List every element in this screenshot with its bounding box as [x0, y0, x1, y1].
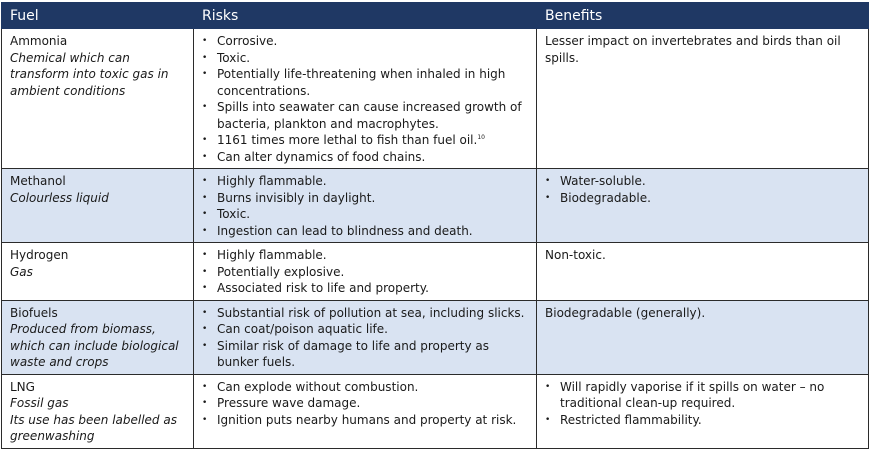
- risk-item: • Highly flammable.: [202, 173, 528, 190]
- risk-item: • Burns invisibly in daylight.: [202, 190, 528, 207]
- fuel-name: Ammonia: [10, 34, 68, 48]
- benefit-item: • Water-soluble.: [545, 173, 860, 190]
- fuel-name: Biofuels: [10, 305, 58, 320]
- risk-item: • Substantial risk of pollution at sea, including slicks.: [202, 305, 528, 322]
- fuel-description: Colourless liquid: [10, 190, 109, 205]
- header-row: [2, 3, 869, 29]
- benefits-list: [545, 379, 860, 429]
- fuel-description: Fossil gas: [10, 396, 69, 410]
- table-row-hydrogen: [2, 243, 869, 301]
- fuel-cell: [2, 29, 194, 169]
- header-benefits: Benefits: [537, 3, 869, 29]
- benefit-item: • Will rapidly vaporise if it spills on water – no traditional clean-up required.: [545, 379, 860, 412]
- risks-list: [202, 33, 528, 165]
- benefits-cell: [537, 243, 869, 301]
- risk-item: • Can coat/poison aquatic life.: [202, 321, 528, 338]
- risks-list: [202, 305, 528, 371]
- table-row-ammonia: [2, 29, 869, 169]
- fuel-cell: [2, 169, 194, 243]
- benefits-cell: [537, 169, 869, 243]
- risk-item: • Associated risk to life and property.: [202, 280, 528, 297]
- risks-cell: [194, 169, 537, 243]
- benefit-text: Non-toxic.: [545, 248, 606, 262]
- fuel-risks-benefits-table: [1, 2, 869, 449]
- table-row-methanol: [2, 169, 869, 243]
- benefit-item: • Restricted flammability.: [545, 412, 860, 429]
- risks-cell: [194, 29, 537, 169]
- risk-item: • Potentially explosive.: [202, 264, 528, 281]
- fuel-description: Produced from biomass, which can include biological waste and crops: [10, 322, 179, 369]
- risk-item: • Similar risk of damage to life and property as bunker fuels.: [202, 338, 528, 371]
- risk-item: • Corrosive.: [202, 33, 528, 50]
- fuel-name: Hydrogen: [10, 248, 69, 262]
- table-row-lng: [2, 374, 869, 448]
- fuel-description: Chemical which can transform into toxic gas in ambient conditions: [10, 50, 169, 98]
- risk-item: • Potentially life-threatening when inhaled in high concentrations.: [202, 66, 528, 99]
- benefits-list: [545, 173, 860, 206]
- fuel-description: Gas: [10, 264, 33, 279]
- benefits-cell: [537, 29, 869, 169]
- benefit-text: Biodegradable (generally).: [545, 305, 706, 320]
- benefit-text: Lesser impact on invertebrates and birds than oil spills.: [545, 34, 841, 65]
- fuel-name: LNG: [10, 379, 35, 394]
- risk-item: • Spills into seawater can cause increased growth of bacteria, plankton and macrophytes.: [202, 99, 528, 132]
- fuel-cell: [2, 374, 194, 448]
- risk-item: • Toxic.: [202, 50, 528, 67]
- benefit-item: • Biodegradable.: [545, 190, 860, 207]
- header-risks: Risks: [194, 3, 537, 29]
- header-fuel: Fuel: [2, 3, 194, 29]
- risk-item: • Highly flammable.: [202, 247, 528, 264]
- table-row-biofuels: [2, 300, 869, 374]
- footnote-ref: 10: [477, 134, 485, 141]
- risk-text: 1161 times more lethal to fish than fuel oil.: [217, 133, 478, 147]
- risk-item: • Pressure wave damage.: [202, 395, 528, 412]
- benefits-cell: [537, 300, 869, 374]
- risk-item: • Ignition puts nearby humans and property at risk.: [202, 412, 528, 429]
- risks-cell: [194, 374, 537, 448]
- risks-list: [202, 247, 528, 297]
- risks-cell: [194, 243, 537, 301]
- risk-item-with-footnote: [202, 132, 528, 149]
- fuel-description-extra: Its use has been labelled as greenwashing: [10, 412, 177, 443]
- fuel-cell: [2, 300, 194, 374]
- risk-item: • Toxic.: [202, 206, 528, 223]
- risks-list: [202, 173, 528, 239]
- benefits-cell: [537, 374, 869, 448]
- risk-item: • Ingestion can lead to blindness and death.: [202, 223, 528, 240]
- fuel-name: Methanol: [10, 174, 66, 188]
- fuel-cell: [2, 243, 194, 301]
- risk-item: • Can alter dynamics of food chains.: [202, 149, 528, 166]
- risks-cell: [194, 300, 537, 374]
- risks-list: [202, 379, 528, 429]
- risk-item: • Can explode without combustion.: [202, 379, 528, 396]
